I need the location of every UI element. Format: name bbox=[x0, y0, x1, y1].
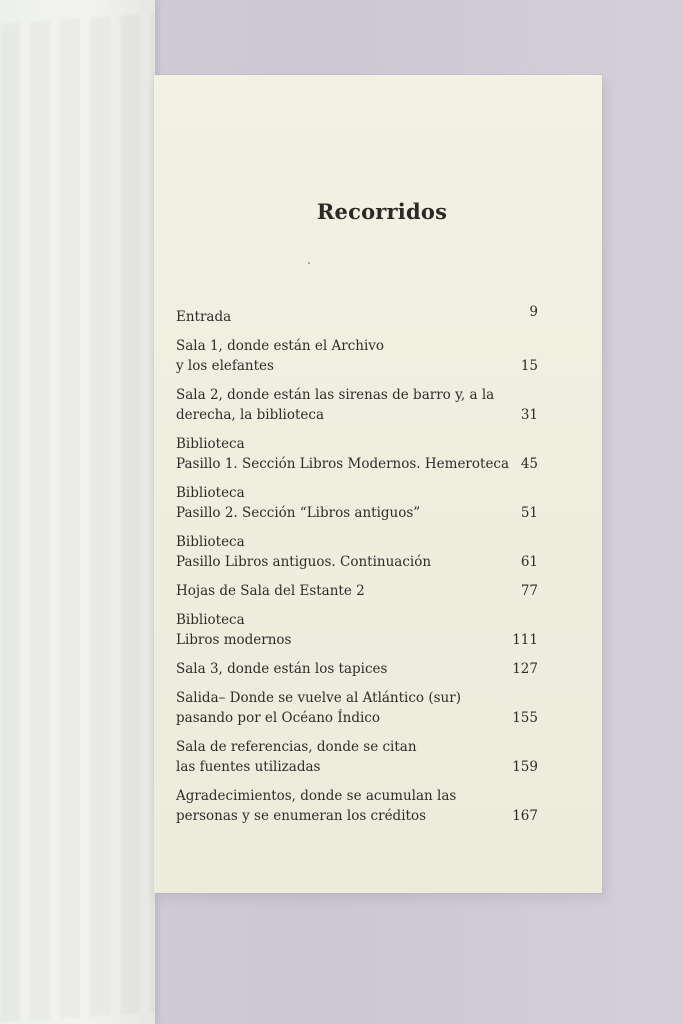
entry-line: Pasillo Libros antiguos. Continuación bbox=[176, 554, 432, 570]
entry-line: Sala 3, donde están los tapices bbox=[176, 661, 388, 677]
entry-line: las fuentes utilizadas bbox=[176, 759, 321, 775]
entry-line: derecha, la biblioteca bbox=[176, 407, 325, 423]
entry-line: Sala 2, donde están las sirenas de barro y, a la bbox=[176, 387, 495, 403]
toc-entry bbox=[176, 688, 546, 728]
entry-page-number: 45 bbox=[520, 456, 538, 472]
toc-entry bbox=[176, 610, 546, 650]
entry-page-number: 77 bbox=[520, 583, 538, 599]
page-title: Recorridos bbox=[316, 199, 448, 224]
table-of-contents bbox=[176, 304, 546, 835]
entry-line: Biblioteca bbox=[176, 485, 245, 501]
entry-page-number: 127 bbox=[512, 661, 538, 677]
toc-entry bbox=[176, 385, 546, 425]
entry-line: Pasillo 2. Sección “Libros antiguos” bbox=[176, 505, 421, 521]
entry-page-number: 31 bbox=[520, 407, 538, 423]
entry-line: Entrada bbox=[176, 309, 232, 325]
entry-line: y los elefantes bbox=[176, 358, 274, 374]
toc-entry bbox=[176, 659, 546, 679]
toc-entry bbox=[176, 786, 546, 826]
entry-page-number: 155 bbox=[512, 710, 538, 726]
left-page bbox=[0, 0, 155, 1024]
entry-line: Salida– Donde se vuelve al Atlántico (sur) bbox=[176, 690, 461, 706]
left-page-ghost-text bbox=[0, 0, 155, 1024]
entry-line: Agradecimientos, donde se acumulan las bbox=[176, 788, 457, 804]
entry-line: personas y se enumeran los créditos bbox=[176, 808, 426, 824]
entry-line: Sala 1, donde están el Archivo bbox=[176, 338, 385, 354]
entry-line: Pasillo 1. Sección Libros Modernos. Hemeroteca bbox=[176, 456, 510, 472]
entry-line: Biblioteca bbox=[176, 612, 245, 628]
toc-entry bbox=[176, 304, 546, 327]
entry-page-number: 9 bbox=[529, 304, 538, 320]
toc-entry bbox=[176, 336, 546, 376]
entry-page-number: 61 bbox=[520, 554, 538, 570]
entry-line: Biblioteca bbox=[176, 436, 245, 452]
entry-line: pasando por el Océano Índico bbox=[176, 710, 380, 726]
entry-page-number: 159 bbox=[512, 759, 538, 775]
entry-line: Biblioteca bbox=[176, 534, 245, 550]
entry-line: Sala de referencias, donde se citan bbox=[176, 739, 417, 755]
paper-speck bbox=[308, 262, 310, 264]
toc-entry bbox=[176, 581, 546, 601]
entry-page-number: 111 bbox=[512, 632, 538, 648]
entry-page-number: 51 bbox=[520, 505, 538, 521]
entry-line: Libros modernos bbox=[176, 632, 292, 648]
toc-entry bbox=[176, 737, 546, 777]
entry-page-number: 167 bbox=[512, 808, 538, 824]
entry-line: Hojas de Sala del Estante 2 bbox=[176, 583, 365, 599]
toc-entry bbox=[176, 483, 546, 523]
toc-entry bbox=[176, 434, 546, 474]
toc-entry bbox=[176, 532, 546, 572]
right-page bbox=[154, 75, 602, 893]
entry-page-number: 15 bbox=[520, 358, 538, 374]
